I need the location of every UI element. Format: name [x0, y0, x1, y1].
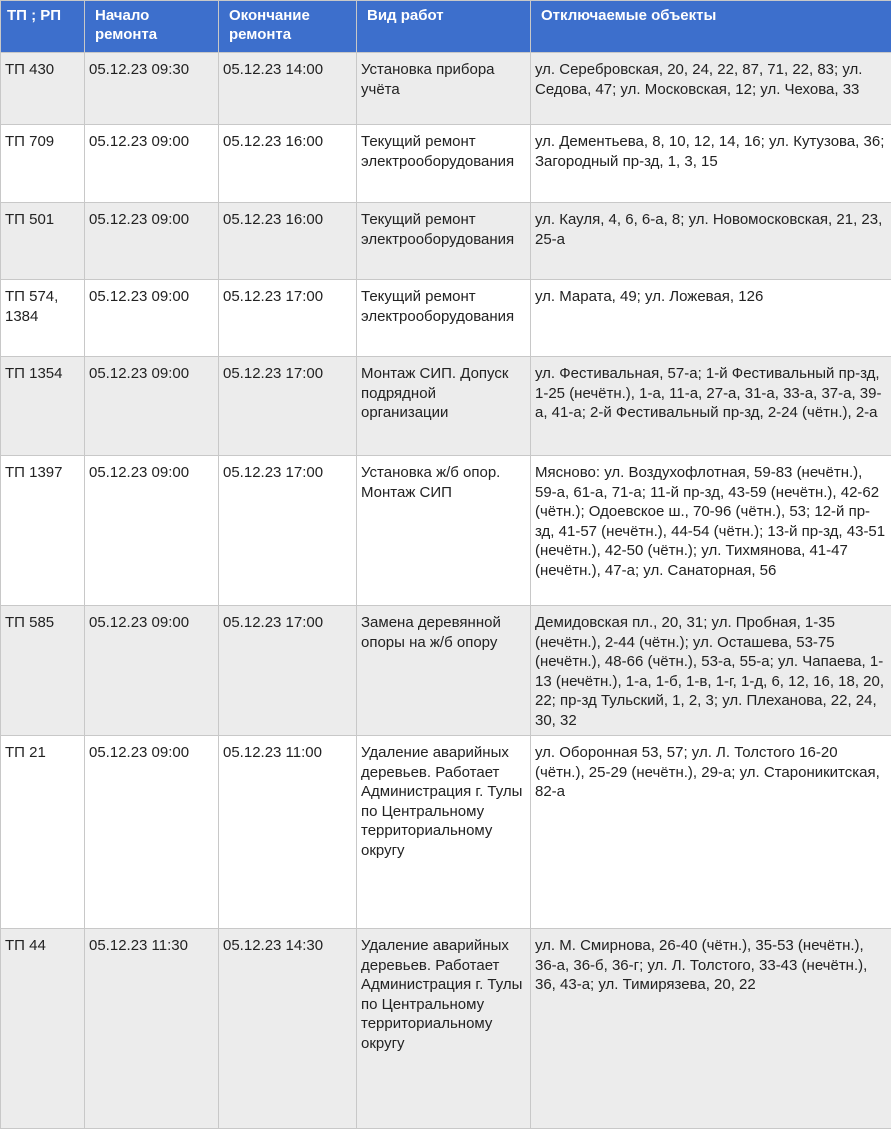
- cell-objects: ул. Фестивальная, 57-а; 1-й Фестивальный пр-зд, 1-25 (нечётн.), 1-а, 11-а, 27-а, 31-а, 33-а, 37-а, 39-а, 41-а; 2-й Фестивальный пр-зд, 2-24 (чётн.), 2-а: [531, 357, 891, 456]
- cell-objects: ул. М. Смирнова, 26-40 (чётн.), 35-53 (нечётн.), 36-а, 36-б, 36-г; ул. Л. Толстого, 33-43 (нечётн.), 36, 43-а; ул. Тимирязева, 20, 22: [531, 929, 891, 1129]
- cell-start: 05.12.23 09:00: [85, 606, 219, 736]
- table-row: [1, 929, 891, 1129]
- cell-work: Замена деревянной опоры на ж/б опору: [357, 606, 531, 736]
- table-body: [1, 53, 891, 1129]
- cell-tp: ТП 501: [1, 203, 85, 280]
- cell-work: Установка ж/б опор. Монтаж СИП: [357, 456, 531, 606]
- cell-end: 05.12.23 14:00: [219, 53, 357, 125]
- cell-work: Установка прибора учёта: [357, 53, 531, 125]
- cell-end: 05.12.23 16:00: [219, 203, 357, 280]
- cell-end: 05.12.23 17:00: [219, 357, 357, 456]
- cell-objects: ул. Серебровская, 20, 24, 22, 87, 71, 22, 83; ул. Седова, 47; ул. Московская, 12; ул. Чехова, 33: [531, 53, 891, 125]
- cell-work: Монтаж СИП. Допуск подрядной организации: [357, 357, 531, 456]
- header-row: [1, 1, 891, 53]
- cell-tp: ТП 21: [1, 736, 85, 929]
- cell-end: 05.12.23 16:00: [219, 125, 357, 203]
- cell-start: 05.12.23 09:00: [85, 357, 219, 456]
- table-row: [1, 606, 891, 736]
- cell-work: Текущий ремонт электрооборудования: [357, 125, 531, 203]
- cell-start: 05.12.23 09:00: [85, 280, 219, 357]
- cell-work: Удаление аварийных деревьев. Работает Администрация г. Тулы по Центральному территориальному округу: [357, 929, 531, 1129]
- cell-objects: Мясново: ул. Воздухофлотная, 59-83 (нечётн.), 59-а, 61-а, 71-а; 11-й пр-зд, 43-59 (нечётн.), 42-62 (чётн.); Одоевское ш., 70-96 (чётн.), 53; 12-й пр-зд, 41-57 (нечётн.), 44-54 (чётн.); 13-й пр-зд, 43-51 (нечётн.), 42-50 (чётн.); ул. Тихмянова, 41-47 (нечётн.), 47-а; ул. Санаторная, 56: [531, 456, 891, 606]
- cell-start: 05.12.23 11:30: [85, 929, 219, 1129]
- cell-tp: ТП 1354: [1, 357, 85, 456]
- cell-end: 05.12.23 11:00: [219, 736, 357, 929]
- cell-tp: ТП 709: [1, 125, 85, 203]
- table-row: [1, 456, 891, 606]
- cell-tp: ТП 585: [1, 606, 85, 736]
- cell-objects: ул. Оборонная 53, 57; ул. Л. Толстого 16-20 (чётн.), 25-29 (нечётн.), 29-а; ул. Староникитская, 82-а: [531, 736, 891, 929]
- cell-end: 05.12.23 17:00: [219, 606, 357, 736]
- header-work: Вид работ: [357, 1, 531, 53]
- cell-start: 05.12.23 09:00: [85, 125, 219, 203]
- cell-tp: ТП 1397: [1, 456, 85, 606]
- cell-end: 05.12.23 17:00: [219, 280, 357, 357]
- cell-objects: ул. Кауля, 4, 6, 6-а, 8; ул. Новомосковская, 21, 23, 25-а: [531, 203, 891, 280]
- cell-tp: ТП 574, 1384: [1, 280, 85, 357]
- header-end: Окончание ремонта: [219, 1, 357, 53]
- cell-start: 05.12.23 09:00: [85, 736, 219, 929]
- table-row: [1, 736, 891, 929]
- cell-tp: ТП 430: [1, 53, 85, 125]
- table-header: [1, 1, 891, 53]
- cell-end: 05.12.23 17:00: [219, 456, 357, 606]
- table-row: [1, 53, 891, 125]
- cell-end: 05.12.23 14:30: [219, 929, 357, 1129]
- table-row: [1, 357, 891, 456]
- cell-start: 05.12.23 09:00: [85, 203, 219, 280]
- cell-start: 05.12.23 09:00: [85, 456, 219, 606]
- header-objects: Отключаемые объекты: [531, 1, 891, 53]
- cell-work: Текущий ремонт электрооборудования: [357, 203, 531, 280]
- cell-work: Текущий ремонт электрооборудования: [357, 280, 531, 357]
- header-tp: ТП ; РП: [1, 1, 85, 53]
- cell-tp: ТП 44: [1, 929, 85, 1129]
- cell-objects: Демидовская пл., 20, 31; ул. Пробная, 1-35 (нечётн.), 2-44 (чётн.); ул. Осташева, 53-75 (нечётн.), 48-66 (чётн.), 53-а, 55-а; ул. Чапаева, 1-13 (нечётн.), 1-а, 1-б, 1-в, 1-г, 1-д, 6, 12, 16, 18, 20, 22; пр-зд Тульский, 1, 2, 3; ул. Плеханова, 22, 24, 30, 32: [531, 606, 891, 736]
- cell-start: 05.12.23 09:30: [85, 53, 219, 125]
- cell-work: Удаление аварийных деревьев. Работает Администрация г. Тулы по Центральному территориальному округу: [357, 736, 531, 929]
- cell-objects: ул. Марата, 49; ул. Ложевая, 126: [531, 280, 891, 357]
- table-row: [1, 280, 891, 357]
- header-start: Начало ремонта: [85, 1, 219, 53]
- table-row: [1, 203, 891, 280]
- table-row: [1, 125, 891, 203]
- cell-objects: ул. Дементьева, 8, 10, 12, 14, 16; ул. Кутузова, 36; Загородный пр-зд, 1, 3, 15: [531, 125, 891, 203]
